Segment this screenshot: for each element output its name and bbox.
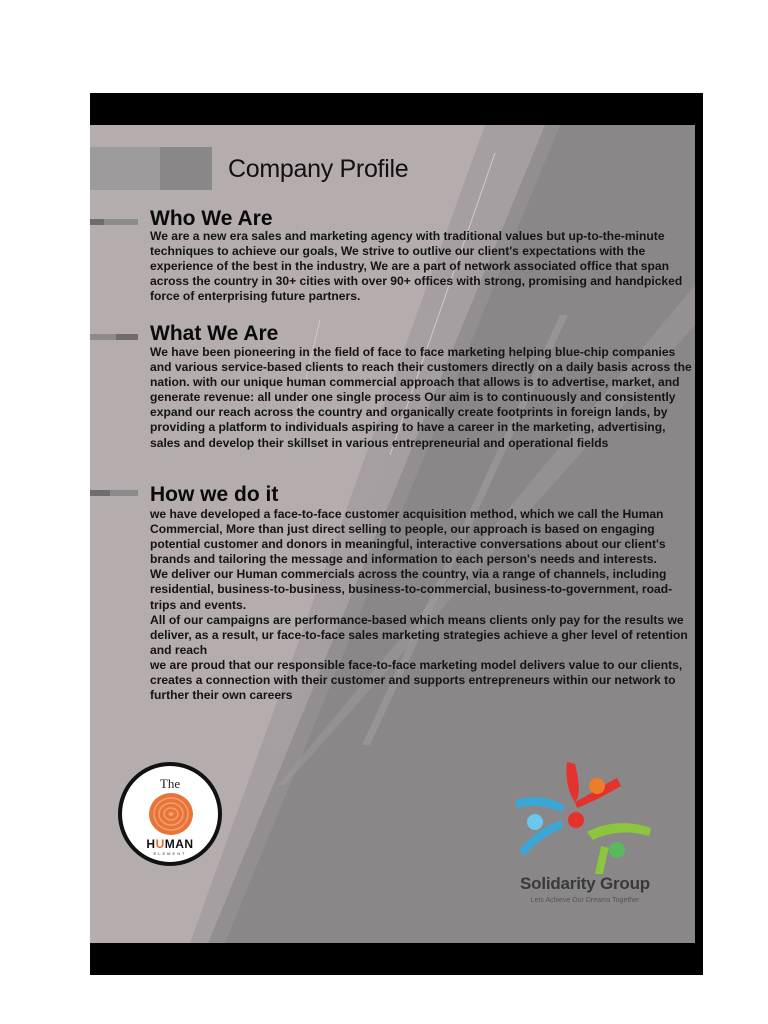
section-heading-how-we-do-it: How we do it bbox=[150, 483, 279, 506]
heading-decoration bbox=[90, 490, 110, 496]
logo-word-highlight: U bbox=[155, 837, 165, 851]
heading-decoration bbox=[90, 219, 104, 225]
logo-wordmark bbox=[122, 837, 218, 851]
paragraph: All of our campaigns are performance-based which means clients only pay for the results we deliver, as a result, ur face-to-face sales marketing strategies achieve a gher level of retention and reach bbox=[150, 612, 688, 657]
solidarity-group-logo bbox=[500, 750, 670, 915]
section-body-who-we-are bbox=[150, 229, 695, 304]
solidarity-group-name: Solidarity Group bbox=[520, 874, 650, 893]
logo-word-part: MAN bbox=[164, 837, 194, 851]
profile-panel bbox=[90, 125, 695, 943]
page-title: Company Profile bbox=[228, 155, 409, 183]
heading-decoration bbox=[116, 334, 138, 340]
logo-word-part: H bbox=[146, 837, 156, 851]
paragraph: we are proud that our responsible face-to-face marketing model delivers value to our clients, creates a connection with their customer and supports entrepreneurs within our network to further their own careers bbox=[150, 657, 683, 703]
solidarity-people-icon bbox=[505, 750, 665, 880]
fingerprint-icon bbox=[146, 790, 196, 838]
the-human-element-logo bbox=[118, 762, 222, 866]
section-heading-who-we-are: Who We Are bbox=[150, 207, 273, 230]
logo-the-text: The bbox=[159, 776, 181, 791]
logo-subtext: ELEMENT bbox=[153, 851, 187, 856]
section-heading-what-we-are: What We Are bbox=[150, 322, 279, 345]
paragraph: We deliver our Human commercials across the country, via a range of channels, including residential, business-to-business, business-to-commercial, business-to-government, road-trips and events. bbox=[150, 567, 673, 612]
paragraph: we have developed a face-to-face customer acquisition method, which we call the Human Commercial, More than just direct selling to people, our approach is based on engaging potential customer and donors in meaningful, interactive conversations about our client's brands and tailoring the message and information to each person's needs and interests. bbox=[150, 507, 666, 567]
section-body-how-we-do-it bbox=[150, 507, 695, 703]
title-bar-stripe bbox=[90, 147, 160, 190]
section-body-what-we-are bbox=[150, 345, 695, 451]
paragraph: We are a new era sales and marketing agency with traditional values but up-to-the-minute techniques to achieve our goals, We strive to outlive our client's expectations with the experience of the best in the industry, We are a part of network associated office that span across the country in 30+ cities with over 90+ offices with strong, promising and handpicked force of enterprising future partners. bbox=[150, 229, 683, 304]
solidarity-group-tagline: Lets Achieve Our Dreams Together bbox=[530, 897, 640, 904]
poster-frame bbox=[90, 93, 703, 975]
paragraph: We have been pioneering in the field of face to face marketing helping blue-chip companies and various service-based clients to reach their customers directly on a daily basis across the nation. with our unique human commercial approach that allows is to advertise, market, and generate revenue: all under one single process Our aim is to continuously and consistently expand our reach across the country and organically create footprints in foreign lands, by providing a platform to individuals aspiring to have a career in the marketing, advertising, sales and develop their skillset in various entrepreneurial and operational fields bbox=[150, 345, 692, 450]
